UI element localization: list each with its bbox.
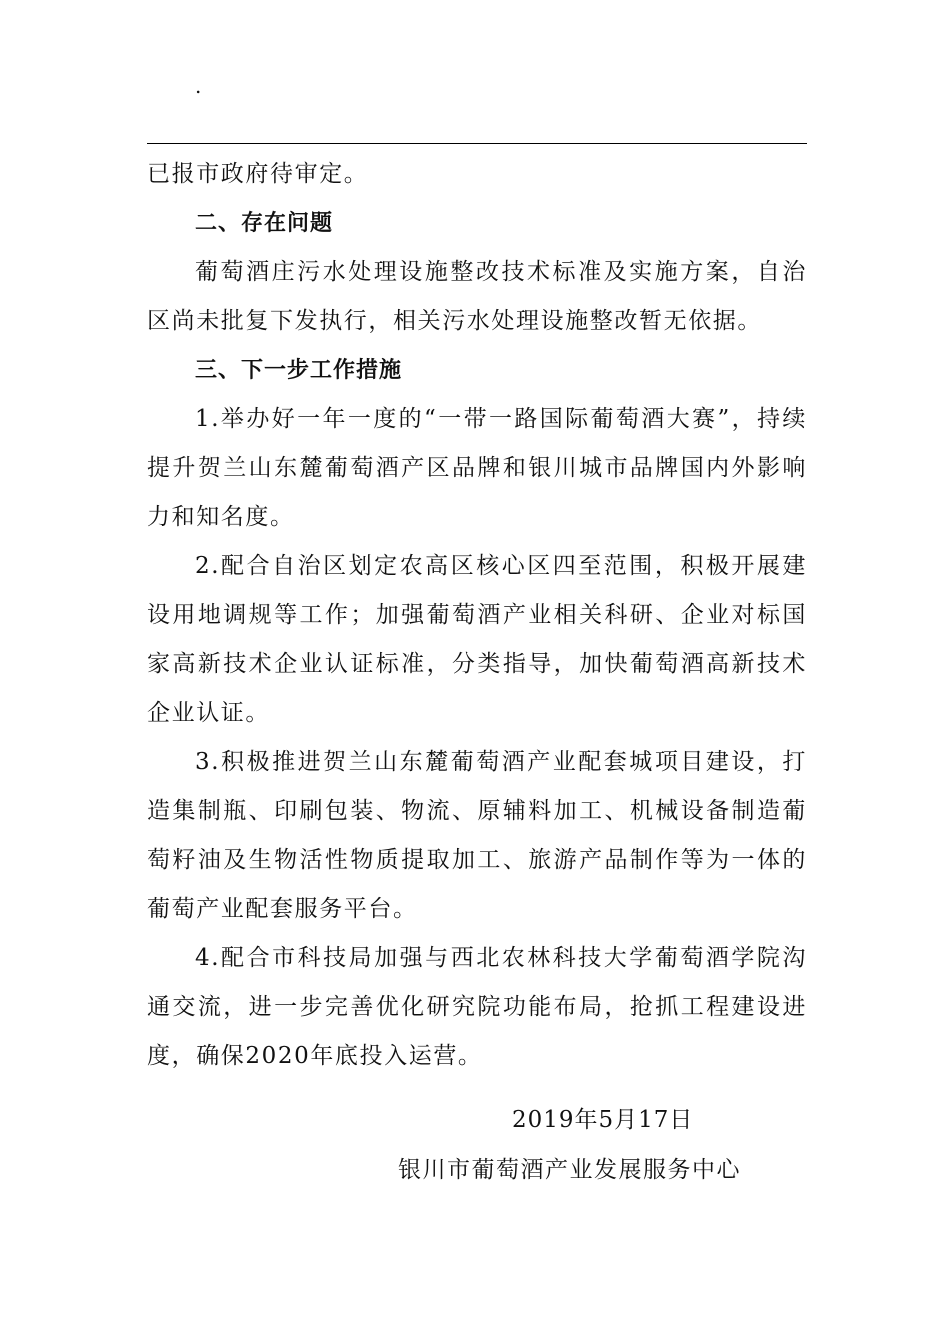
next-step-item-3: 3.积极推进贺兰山东麓葡萄酒产业配套城项目建设，打造集制瓶、印刷包装、物流、原辅料加工、机械设备制造葡萄籽油及生物活性物质提取加工、旅游产品制作等为一体的葡萄产业配套服务平台。 (147, 749, 807, 922)
signature-date: 2019年5月17日 (512, 1107, 694, 1133)
problems-paragraph: 葡萄酒庄污水处理设施整改技术标准及实施方案，自治区尚未批复下发执行，相关污水处理设施整改暂无依据。 (147, 259, 807, 334)
next-step-item-4: 4.配合市科技局加强与西北农林科技大学葡萄酒学院沟通交流，进一步完善优化研究院功能布局，抢抓工程建设进度，确保2020年底投入运营。 (147, 945, 807, 1069)
section-heading-next-steps: 三、下一步工作措施 (195, 358, 403, 383)
next-step-item-2: 2.配合自治区划定农高区核心区四至范围，积极开展建设用地调规等工作；加强葡萄酒产业相关科研、企业对标国家高新技术企业认证标准，分类指导，加快葡萄酒高新技术企业认证。 (147, 553, 807, 726)
next-step-item-1: 1.举办好一年一度的“一带一路国际葡萄酒大赛”，持续提升贺兰山东麓葡萄酒产区品牌和银川城市品牌国内外影响力和知名度。 (147, 406, 807, 530)
header-rule (147, 143, 807, 144)
section-heading-problems: 二、存在问题 (195, 211, 334, 236)
document-body (147, 150, 807, 1081)
header-dot: . (195, 74, 202, 98)
signature-organization: 银川市葡萄酒产业发展服务中心 (398, 1157, 741, 1183)
continuation-text: 已报市政府待审定。 (147, 161, 369, 187)
